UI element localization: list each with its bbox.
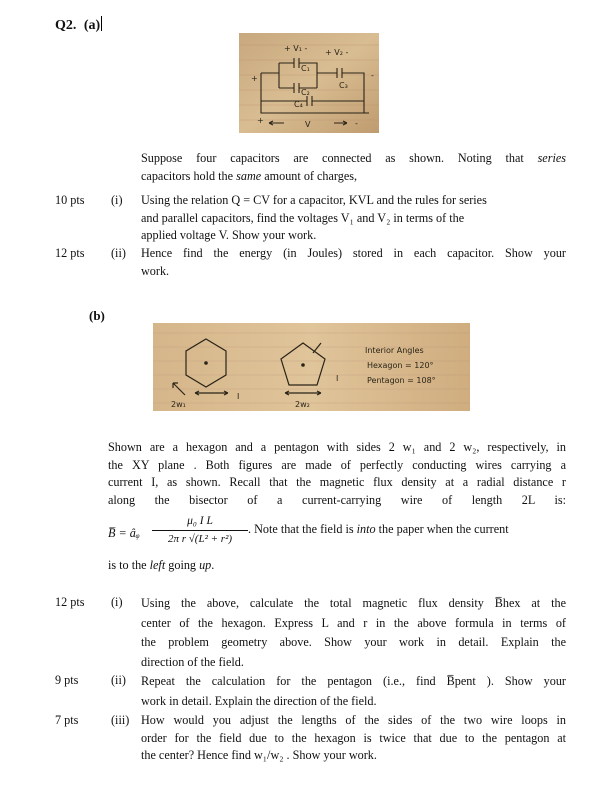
- a-i-number: (i): [111, 193, 123, 207]
- intro-text-3: amount of charges,: [261, 168, 358, 183]
- label-c2: C₂: [301, 88, 310, 97]
- label-v2: + V₂ -: [325, 48, 349, 57]
- a-ii-line-1: Hence find the energy (in Joules) stored in each capacitor. Show your: [141, 246, 566, 260]
- b-i-text: [141, 594, 566, 672]
- last-up: up: [199, 558, 212, 572]
- intro-text-1: Suppose four capacitors are connected as shown. Noting that: [141, 151, 538, 165]
- label-2w1: 2w₁: [171, 400, 186, 409]
- intro-series: series: [537, 151, 566, 165]
- b-i-number: (i): [111, 595, 123, 609]
- last-text-1: is to the: [108, 558, 150, 572]
- b-i-line-2: center of the hexagon. Express L and r in the above formula in terms of: [141, 615, 566, 630]
- label-hexagon-angle: Hexagon = 120°: [367, 361, 434, 370]
- note-text-1: . Note that the field is: [248, 522, 357, 536]
- last-text-3: .: [211, 558, 215, 572]
- formula-lhs: B̅ = âᵩ: [108, 526, 140, 540]
- a-i-line-1: Using the relation Q = CV for a capacitor, KVL and the rules for series: [141, 193, 487, 207]
- label-2w2: 2w₂: [295, 400, 310, 409]
- b-para-line-2: the XY plane . Both figures are made of perfectly conducting wires carrying a: [108, 457, 566, 472]
- b-i-line-3: the problem geometry above. Show your work in detail. Explain the: [141, 635, 566, 649]
- part-a-label: (a): [83, 18, 101, 33]
- b-ii-number: (ii): [111, 673, 126, 687]
- formula-numerator: μ₀ I L: [187, 515, 213, 527]
- intro-same: same: [236, 168, 262, 183]
- part-b-paragraph: [108, 439, 566, 509]
- a-i-text: [141, 192, 566, 245]
- question-heading: [55, 16, 102, 34]
- a-ii-line-2: work.: [141, 263, 170, 278]
- label-c4: C₄: [294, 100, 303, 109]
- label-plus-bottom: +: [257, 116, 264, 125]
- hexagon-center-dot: [204, 361, 208, 365]
- formula-bar: [152, 530, 248, 531]
- b-para-line-3: current I, as shown. Recall that the magnetic flux density at a radial distance r: [108, 475, 566, 489]
- text-cursor: [101, 16, 102, 31]
- a-i-points: 10 pts: [55, 193, 85, 207]
- hexagon-pentagon-photo: [153, 323, 470, 411]
- label-c1: C₁: [301, 64, 310, 73]
- a-ii-number: (ii): [111, 246, 126, 260]
- label-c3: C₃: [339, 81, 348, 90]
- label-current-hex: I: [237, 392, 240, 401]
- last-left: left: [149, 558, 166, 572]
- label-v1: + V₁ -: [284, 44, 308, 53]
- part-b-label: (b): [89, 308, 105, 323]
- a-i-line-2: and parallel capacitors, find the voltages V₁ and V₂ in terms of the: [141, 210, 465, 225]
- formula-denominator: 2π r √(L² + r²): [167, 533, 233, 545]
- intro-text-2: capacitors hold the: [141, 168, 237, 183]
- capacitor-circuit-photo: [239, 33, 379, 133]
- field-note: [248, 521, 568, 539]
- field-formula: [108, 514, 258, 554]
- b-iii-line-2: order for the field due to the hexagon is twice that due to the pentagon at: [141, 730, 566, 745]
- label-plus-left: +: [251, 74, 258, 83]
- part-a-intro: [141, 150, 566, 185]
- a-ii-text: [141, 245, 566, 280]
- a-i-line-3: applied voltage V. Show your work.: [141, 228, 317, 242]
- a-ii-points: 12 pts: [55, 246, 85, 260]
- b-para-line-4: along the bisector of a current-carrying wire of length 2L is:: [108, 492, 566, 507]
- b-iii-points: 7 pts: [55, 713, 79, 727]
- b-iii-line-3: the center? Hence find w₁/w₂ . Show your work.: [141, 748, 377, 762]
- note-into: into: [356, 522, 376, 536]
- b-ii-points: 9 pts: [55, 673, 79, 687]
- b-iii-line-1: How would you adjust the lengths of the sides of the two wire loops in: [141, 713, 566, 727]
- field-note-end: [108, 557, 214, 575]
- last-text-2: going: [165, 558, 200, 572]
- label-v: V: [305, 120, 311, 129]
- note-text-2: the paper when the current: [375, 522, 509, 536]
- formula-fraction: [152, 514, 248, 547]
- b-iii-text: [141, 712, 566, 765]
- b-ii-text: [141, 672, 566, 711]
- label-current-pent: I: [336, 374, 339, 383]
- label-minus-bottom: -: [355, 119, 358, 128]
- b-ii-line-1: Repeat the calculation for the pentagon (i.e., find B̅pent ). Show your: [141, 674, 566, 688]
- label-minus-right: -: [371, 71, 374, 80]
- b-iii-number: (iii): [111, 713, 130, 727]
- b-i-points: 12 pts: [55, 595, 85, 609]
- b-i-line-4: direction of the field.: [141, 654, 244, 669]
- b-ii-line-2: work in detail. Explain the direction of the field.: [141, 693, 377, 708]
- label-pentagon-angle: Pentagon = 108°: [367, 376, 436, 385]
- label-interior-angles: Interior Angles: [365, 346, 424, 355]
- b-i-line-1: Using the above, calculate the total magnetic flux density B̅hex at the: [141, 596, 566, 610]
- question-number: Q2.: [55, 18, 77, 33]
- pentagon-center-dot: [301, 363, 305, 367]
- b-para-line-1: Shown are a hexagon and a pentagon with sides 2 w₁ and 2 w₂, respectively, in: [108, 440, 566, 454]
